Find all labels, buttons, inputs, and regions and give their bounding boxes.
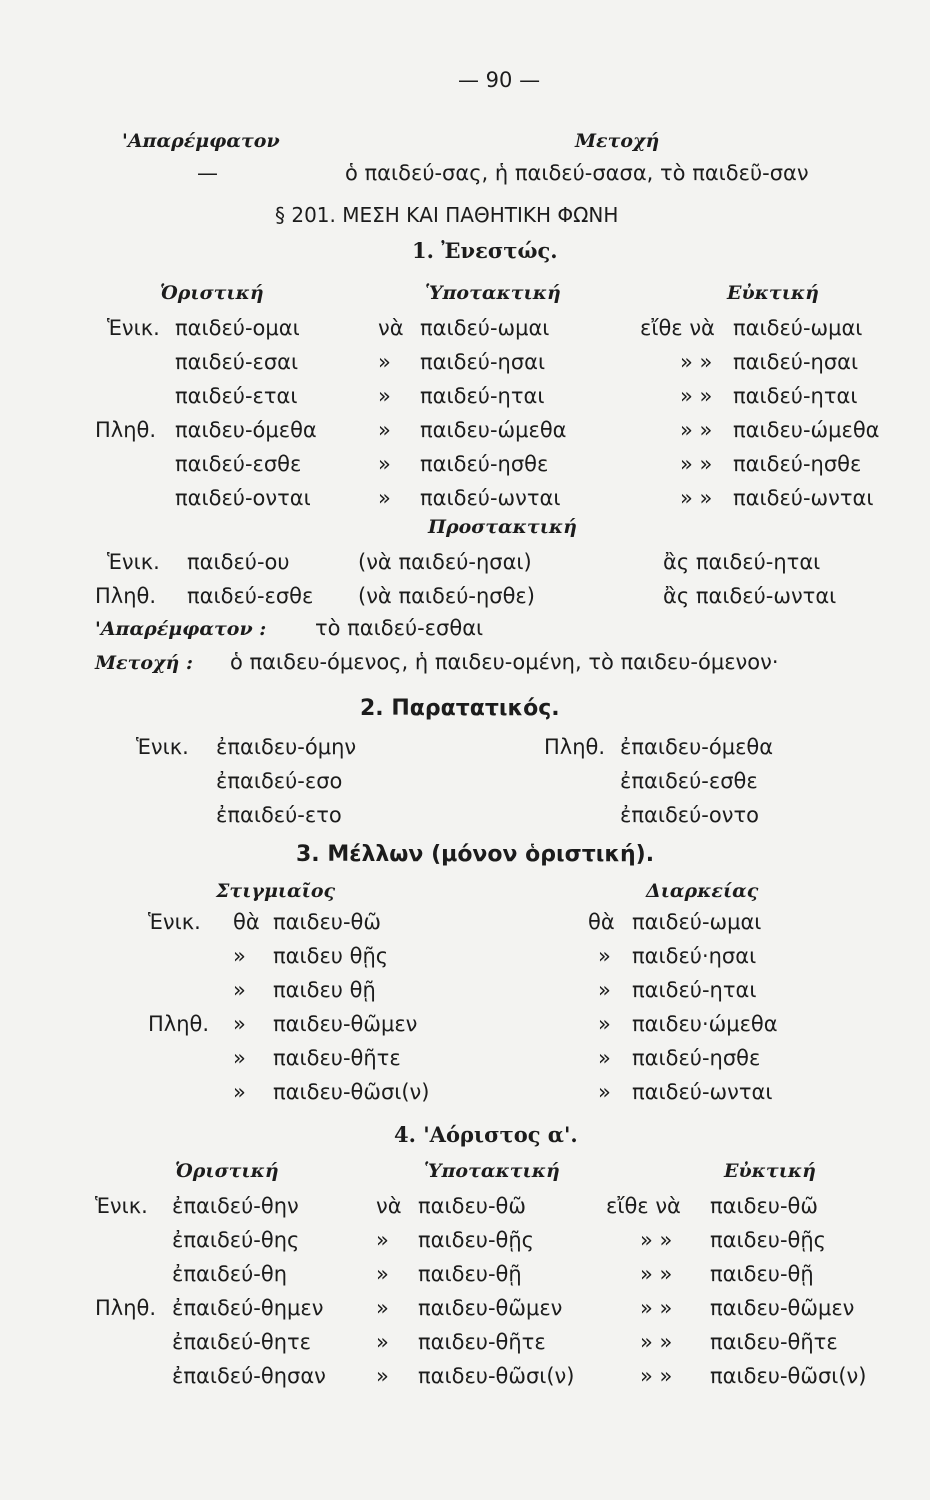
di-prefix: »: [598, 1046, 611, 1070]
st-prefix: »: [233, 1080, 246, 1104]
plur-form: ἐπαιδεύ-οντο: [620, 803, 759, 827]
section-title: § 201. ΜΕΣΗ ΚΑΙ ΠΑΘΗΤΙΚΗ ΦΩΝΗ: [275, 203, 619, 227]
hyp-form: παιδευ-θῇς: [418, 1228, 535, 1252]
di-prefix: »: [598, 1012, 611, 1036]
aoristos-col-euktiki: Εὐκτική: [724, 1160, 816, 1182]
st-form: παιδευ θῇ: [273, 978, 376, 1002]
orist-form: ἐπαιδεύ-θης: [172, 1228, 300, 1252]
euk-prefix: » »: [680, 486, 713, 510]
orist-form: παιδεύ-ονται: [175, 486, 311, 510]
orist-form: παιδευ-όμεθα: [175, 418, 317, 442]
st-prefix: »: [233, 1012, 246, 1036]
euk-form: παιδευ-ώμεθα: [733, 418, 880, 442]
imperative-third: ἂς παιδεύ-ωνται: [663, 584, 837, 608]
euk-form: παιδεύ-ησθε: [733, 452, 862, 476]
paratatikos-title: 2. Παρατατικός.: [360, 696, 560, 721]
hyp-form: παιδευ-θῶμεν: [418, 1296, 563, 1320]
sing-label: Ἑνικ.: [136, 735, 189, 759]
orist-form: ἐπαιδεύ-θητε: [172, 1330, 312, 1354]
di-form: παιδεύ-ωμαι: [632, 910, 762, 934]
apar-value-top: —: [197, 161, 218, 185]
orist-form: ἐπαιδεύ-θησαν: [172, 1364, 326, 1388]
row-label: Ἑνικ.: [95, 1194, 148, 1218]
row-label: Πληθ.: [95, 584, 157, 608]
hyp-form: παιδευ-θῆτε: [418, 1330, 546, 1354]
euk-prefix: » »: [640, 1228, 673, 1252]
plur-label: Πληθ.: [544, 735, 606, 759]
euk-prefix: » »: [640, 1262, 673, 1286]
hyp-prefix: »: [376, 1228, 389, 1252]
hyp-prefix: »: [378, 452, 391, 476]
di-form: παιδεύ-ωνται: [632, 1080, 773, 1104]
euk-form: παιδεύ-ησαι: [733, 350, 859, 374]
apar-label: 'Απαρέμφατον :: [95, 618, 267, 640]
euk-form: παιδευ-θῶμεν: [710, 1296, 855, 1320]
di-prefix: »: [598, 1080, 611, 1104]
euk-form: παιδευ-θῇς: [710, 1228, 827, 1252]
st-form: παιδευ θῇς: [273, 944, 389, 968]
di-prefix: »: [598, 978, 611, 1002]
hyp-prefix: νὰ: [378, 316, 404, 340]
hyp-form: παιδευ-θῶσι(ν): [418, 1364, 575, 1388]
imperative-form: παιδεύ-εσθε: [187, 584, 314, 608]
row-label: Πληθ.: [95, 1296, 157, 1320]
aoristos-title: 4. 'Αόριστος α'.: [394, 1122, 578, 1147]
euk-prefix: » »: [680, 418, 713, 442]
euk-prefix: » »: [640, 1296, 673, 1320]
di-prefix: θὰ: [588, 910, 615, 934]
metoxi-label: Μετοχή :: [95, 652, 193, 674]
orist-form: παιδεύ-ομαι: [175, 316, 300, 340]
sing-form: ἐπαιδεύ-εσο: [216, 769, 343, 793]
euk-prefix: » »: [640, 1330, 673, 1354]
hyp-form: παιδεύ-ησθε: [420, 452, 549, 476]
st-prefix: »: [233, 944, 246, 968]
row-label: Ἑνικ.: [148, 910, 201, 934]
hyp-form: παιδεύ-ησαι: [420, 350, 546, 374]
hyp-prefix: »: [378, 350, 391, 374]
di-form: παιδεύ·ησαι: [632, 944, 757, 968]
hyp-form: παιδεύ-ωνται: [420, 486, 561, 510]
prostaktiki-header: Προστακτική: [428, 516, 577, 538]
st-prefix: »: [233, 1046, 246, 1070]
orist-form: παιδεύ-εσαι: [175, 350, 299, 374]
di-form: παιδευ·ώμεθα: [632, 1012, 778, 1036]
st-form: παιδευ-θῶ: [273, 910, 381, 934]
euk-prefix: εἴθε νὰ: [606, 1194, 681, 1218]
euk-form: παιδευ-θῶ: [710, 1194, 818, 1218]
euk-prefix: » »: [680, 452, 713, 476]
hyp-prefix: »: [378, 418, 391, 442]
sing-form: ἐπαιδευ-όμην: [216, 735, 357, 759]
hyp-form: παιδευ-ώμεθα: [420, 418, 567, 442]
di-prefix: »: [598, 944, 611, 968]
hyp-form: παιδεύ-ηται: [420, 384, 545, 408]
euk-prefix: εἴθε νὰ: [640, 316, 715, 340]
row-label: Ἑνικ.: [107, 550, 160, 574]
euk-form: παιδευ-θῶσι(ν): [710, 1364, 867, 1388]
imperative-third: ἂς παιδεύ-ηται: [663, 550, 821, 574]
metoxi-value: ὁ παιδευ-όμενος, ἡ παιδευ-ομένη, τὸ παιδευ-όμενον·: [230, 650, 779, 674]
euk-prefix: » »: [640, 1364, 673, 1388]
imperative-alt: (νὰ παιδεύ-ησαι): [358, 550, 532, 574]
hyp-prefix: »: [376, 1296, 389, 1320]
mellon-col-diarkeias: Διαρκείας: [646, 880, 759, 902]
orist-form: ἐπαιδεύ-θην: [172, 1194, 299, 1218]
mellon-title: 3. Μέλλων (μόνον ὁριστική).: [296, 842, 655, 867]
euk-form: παιδεύ-ηται: [733, 384, 858, 408]
metoxi-value-top: ὁ παιδεύ-σας, ἡ παιδεύ-σασα, τὸ παιδεῦ-σαν: [345, 161, 809, 185]
st-prefix: θὰ: [233, 910, 260, 934]
hyp-prefix: νὰ: [376, 1194, 402, 1218]
aoristos-col-ypotaktiki: Ὑποτακτική: [424, 1160, 560, 1182]
imperative-form: παιδεύ-ου: [187, 550, 290, 574]
enestos-col-oristiki: Ὁριστική: [160, 282, 264, 304]
euk-form: παιδευ-θῆτε: [710, 1330, 838, 1354]
aoristos-col-oristiki: Ὁριστική: [175, 1160, 279, 1182]
page-number: — 90 —: [458, 68, 541, 92]
plur-form: ἐπαιδεύ-εσθε: [620, 769, 758, 793]
st-prefix: »: [233, 978, 246, 1002]
orist-form: παιδεύ-εται: [175, 384, 298, 408]
hyp-form: παιδεύ-ωμαι: [420, 316, 550, 340]
st-form: παιδευ-θῶμεν: [273, 1012, 418, 1036]
hyp-prefix: »: [378, 486, 391, 510]
mellon-col-stigmiaios: Στιγμιαῖος: [216, 880, 336, 902]
euk-prefix: » »: [680, 384, 713, 408]
orist-form: ἐπαιδεύ-θη: [172, 1262, 288, 1286]
orist-form: ἐπαιδεύ-θημεν: [172, 1296, 324, 1320]
orist-form: παιδεύ-εσθε: [175, 452, 302, 476]
euk-form: παιδευ-θῇ: [710, 1262, 814, 1286]
euk-prefix: » »: [680, 350, 713, 374]
hyp-prefix: »: [376, 1330, 389, 1354]
metoxi-label-top: Μετοχή: [575, 130, 660, 152]
hyp-form: παιδευ-θῇ: [418, 1262, 522, 1286]
st-form: παιδευ-θῶσι(ν): [273, 1080, 430, 1104]
st-form: παιδευ-θῆτε: [273, 1046, 401, 1070]
hyp-prefix: »: [378, 384, 391, 408]
euk-form: παιδεύ-ωμαι: [733, 316, 863, 340]
enestos-col-euktiki: Εὐκτική: [727, 282, 819, 304]
apar-label-top: 'Απαρέμφατον: [122, 130, 280, 152]
hyp-prefix: »: [376, 1262, 389, 1286]
imperative-alt: (νὰ παιδεύ-ησθε): [358, 584, 535, 608]
row-label: Πληθ.: [95, 418, 157, 442]
enestos-title: 1. Ἐνεστώς.: [412, 238, 558, 263]
row-label: Πληθ.: [148, 1012, 210, 1036]
hyp-form: παιδευ-θῶ: [418, 1194, 526, 1218]
plur-form: ἐπαιδευ-όμεθα: [620, 735, 774, 759]
apar-value: τὸ παιδεύ-εσθαι: [315, 616, 484, 640]
di-form: παιδεύ-ησθε: [632, 1046, 761, 1070]
di-form: παιδεύ-ηται: [632, 978, 757, 1002]
row-label: Ἑνικ.: [107, 316, 160, 340]
enestos-col-ypotaktiki: Ὑποτακτική: [425, 282, 561, 304]
sing-form: ἐπαιδεύ-ετο: [216, 803, 342, 827]
hyp-prefix: »: [376, 1364, 389, 1388]
euk-form: παιδεύ-ωνται: [733, 486, 874, 510]
